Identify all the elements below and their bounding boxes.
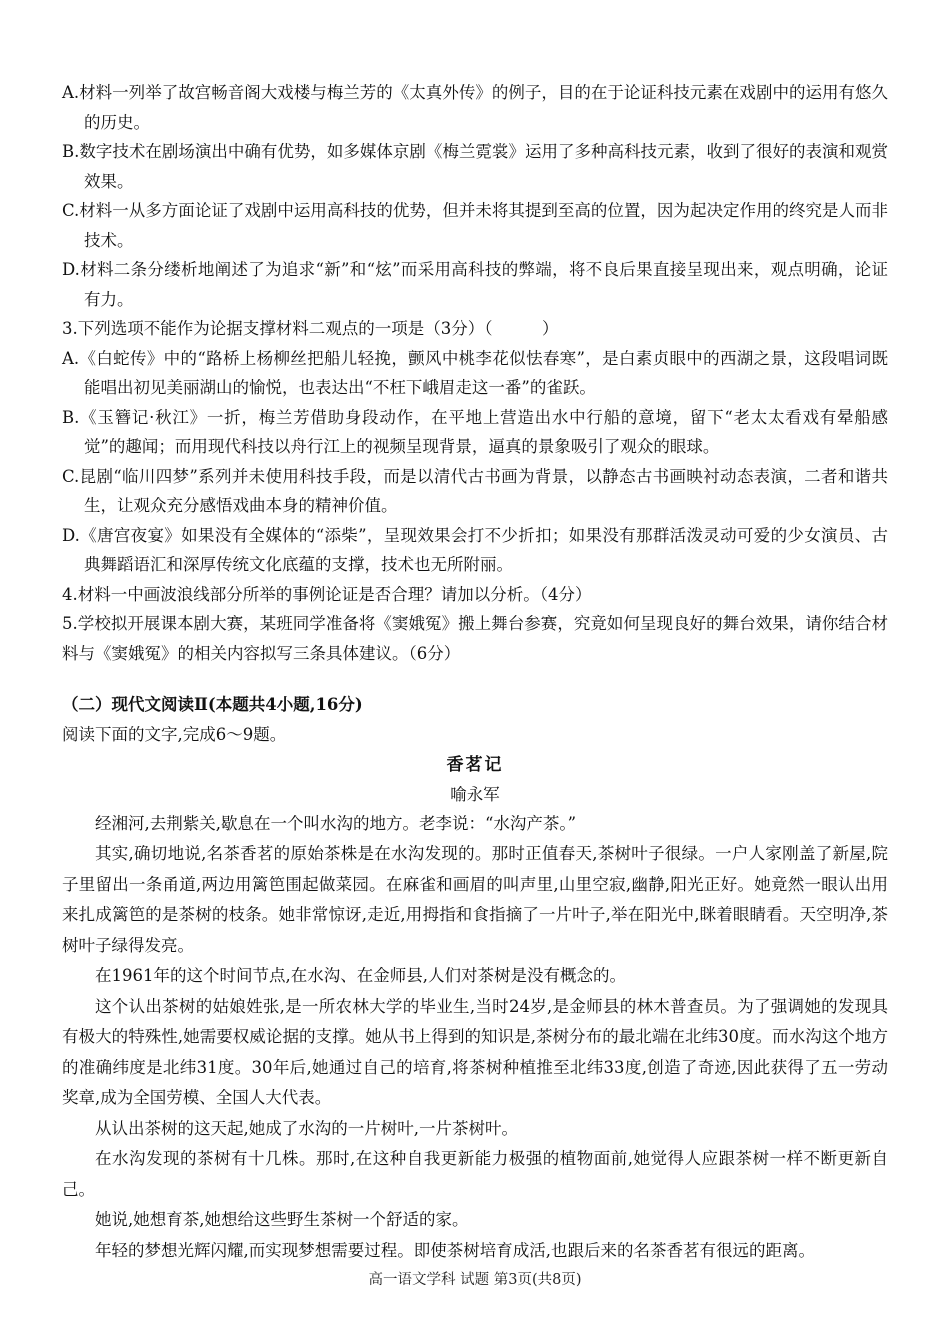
question-3: 3.下列选项不能作为论据支撑材料二观点的一项是（3分）（ ） <box>62 319 559 338</box>
section-gap <box>62 668 888 690</box>
section-heading: （二）现代文阅读Ⅱ(本题共4小题,16分) <box>62 695 363 714</box>
q3-option-c: C.昆剧“临川四梦”系列并未使用科技手段，而是以清代古书画为背景，以静态古书画映衬动态表演，二者和谐共生，让观众充分感悟戏曲本身的精神价值。 <box>62 466 888 515</box>
page-content <box>62 78 888 1266</box>
article-paragraph: 在水沟发现的茶树有十几株。那时,在这种自我更新能力极强的植物面前,她觉得人应跟茶树一样不断更新自己。 <box>62 1149 888 1199</box>
q2-option-d: D.材料二条分缕析地阐述了为追求“新”和“炫”而采用高科技的弊端，将不良后果直接呈现出来，观点明确，论证有力。 <box>62 260 888 309</box>
page-footer: 高一语文学科 试题 第3页(共8页) <box>368 1272 582 1288</box>
section-instruction: 阅读下面的文字,完成6～9题。 <box>62 725 287 744</box>
article-paragraph: 经湘河,去荆紫关,歇息在一个叫水沟的地方。老李说：“水沟产茶。” <box>95 813 577 833</box>
q3-option-d: D.《唐宫夜宴》如果没有全媒体的“添柴”，呈现效果会打不少折扣；如果没有那群活泼灵动可爱的少女演员、古典舞蹈语汇和深厚传统文化底蕴的支撑，技术也无所附丽。 <box>62 525 888 574</box>
article-author: 喻永军 <box>450 784 500 804</box>
q3-option-b: B.《玉簪记·秋江》一折，梅兰芳借助身段动作，在平地上营造出水中行船的意境，留下“老太太看戏有晕船感觉”的趣闻；而用现代科技以舟行江上的视频呈现背景，逼真的景象吸引了观众的眼球。 <box>62 407 888 456</box>
article-paragraph: 年轻的梦想光辉闪耀,而实现梦想需要过程。即使茶树培育成活,也跟后来的名茶香茗有很远的距离。 <box>95 1240 815 1260</box>
article-title: 香茗记 <box>446 754 504 775</box>
article-paragraph: 从认出茶树的这天起,她成了水沟的一片树叶,一片茶树叶。 <box>95 1118 518 1138</box>
q2-option-a: A.材料一列举了故宫畅音阁大戏楼与梅兰芳的《太真外传》的例子，目的在于论证科技元素在戏剧中的运用有悠久的历史。 <box>62 83 888 132</box>
q3-option-a: A.《白蛇传》中的“路桥上杨柳丝把船儿轻挽，颤风中桃李花似怯春寒”，是白素贞眼中的西湖之景，这段唱词既能唱出初见美丽湖山的愉悦，也表达出“不枉下峨眉走这一番”的雀跃。 <box>62 348 888 397</box>
article-paragraph: 在1961年的这个时间节点,在水沟、在金师县,人们对茶树是没有概念的。 <box>95 966 626 985</box>
question-5: 5.学校拟开展课本剧大赛，某班同学准备将《窦娥冤》搬上舞台参赛，究竟如何呈现良好的舞台效果，请你结合材料与《窦娥冤》的相关内容拟写三条具体建议。（6分） <box>62 614 888 663</box>
article-paragraph: 其实,确切地说,名茶香茗的原始茶株是在水沟发现的。那时正值春天,茶树叶子很绿。一户人家刚盖了新屋,院子里留出一条甬道,两边用篱笆围起做菜园。在麻雀和画眉的叫声里,山里空寂,幽静,阳光正好。她竟然一眼认出用来扎成篱笆的是茶树的枝条。她非常惊讶,走近,用拇指和食指摘了一片叶子,举在阳光中,眯着眼睛看。天空明净,茶树叶子绿得发亮。 <box>62 844 888 955</box>
q2-option-b: B.数字技术在剧场演出中确有优势，如多媒体京剧《梅兰霓裳》运用了多种高科技元素，收到了很好的表演和观赏效果。 <box>62 142 888 191</box>
article-paragraph: 她说,她想育茶,她想给这些野生茶树一个舒适的家。 <box>95 1210 469 1229</box>
q2-option-c: C.材料一从多方面论证了戏剧中运用高科技的优势，但并未将其提到至高的位置，因为起决定作用的终究是人而非技术。 <box>62 201 888 250</box>
article-paragraph: 这个认出茶树的姑娘姓张,是一所农林大学的毕业生,当时24岁,是金师县的林木普查员。为了强调她的发现具有极大的特殊性,她需要权威论据的支撑。她从书上得到的知识是,茶树分布的最北端在北纬30度。而水沟这个地方的准确纬度是北纬31度。30年后,她通过自己的培育,将茶树种植推至北纬33度,创造了奇迹,因此获得了五一劳动奖章,成为全国劳模、全国人大代表。 <box>62 996 888 1107</box>
question-4: 4.材料一中画波浪线部分所举的事例论证是否合理？请加以分析。（4分） <box>62 584 592 604</box>
